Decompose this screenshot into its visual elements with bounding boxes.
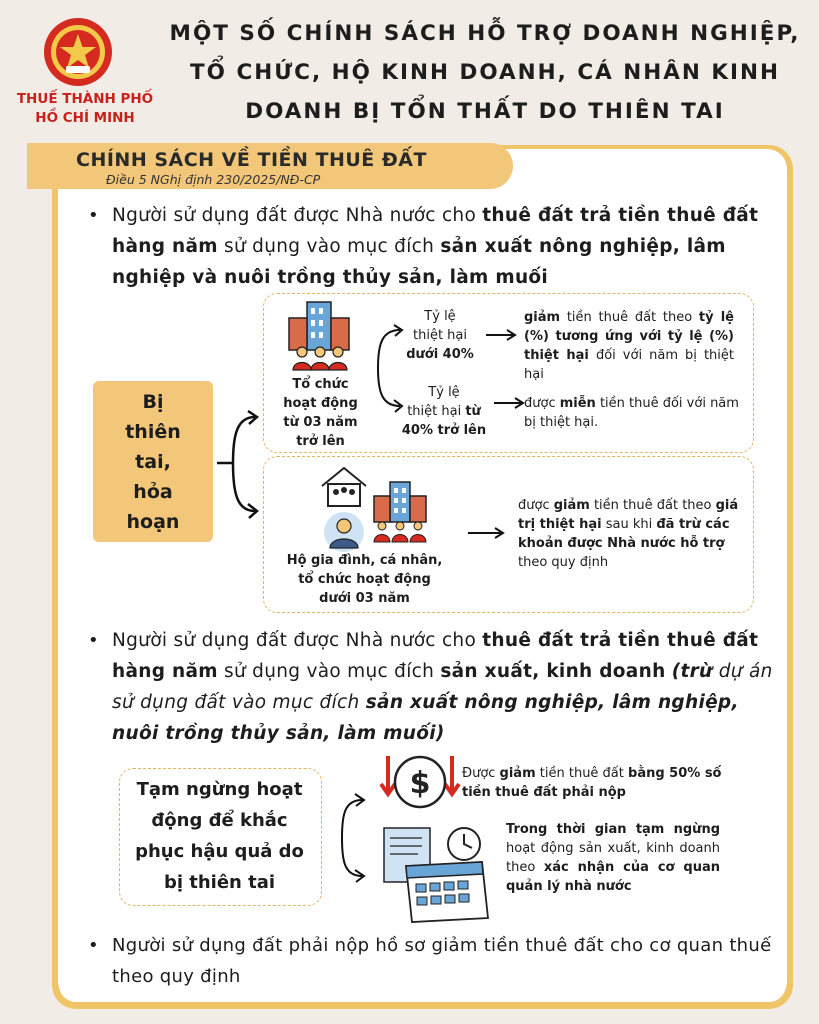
page-title: MỘT SỐ CHÍNH SÁCH HỖ TRỢ DOANH NGHIỆP, TỔ CHỨC, HỘ KINH DOANH, CÁ NHÂN KINH DOANH BỊ TỔN THẤT DO THIÊN TAI: [169, 21, 801, 124]
result-exempt: được miễn tiền thuê đối với năm bị thiệt hại.: [524, 396, 739, 430]
organization-name: THUẾ THÀNH PHỐ HỒ CHÍ MINH: [16, 91, 154, 126]
bullet-paragraph-3: • Người sử dụng đất phải nộp hồ sơ giảm tiền thuê đất cho cơ quan thuế theo quy định: [112, 930, 777, 992]
section-title: CHÍNH SÁCH VỀ TIỀN THUÊ ĐẤT: [76, 149, 427, 171]
suspend-result-reduce-50: Được giảm tiền thuê đất bằng 50% số tiền thuê đất phải nộp: [462, 766, 722, 800]
arrow-right-icon: [492, 396, 526, 410]
suspend-result-period: Trong thời gian tạm ngừng hoạt động sản xuất, kinh doanh theo xác nhận của cơ quan quản lý nhà nước: [506, 822, 720, 894]
household-person-icon: [318, 462, 438, 554]
tax-emblem-logo: [42, 16, 114, 88]
branch-arrows: [215, 405, 265, 525]
result-reduce-by-ratio: giảm tiền thuê đất theo tỷ lệ (%) tương ứng với tỷ lệ (%) thiệt hại đối với năm bị thiệt hại: [524, 310, 735, 382]
suspend-branch-arrows: [324, 790, 370, 886]
bullet-paragraph-2: • Người sử dụng đất được Nhà nước cho thuê đất trả tiền thuê đất hàng năm sử dụng vào mục đích sản xuất, kinh doanh (trừ dự án sử dụng đất vào mục đích sản xuất nông nghiệp, lâm nghiệp, nuôi trồng thủy sản, làm muối): [112, 625, 777, 749]
calendar-clock-icon: [378, 822, 496, 926]
organization-label: Tổ chức hoạt động từ 03 năm trở lên: [283, 377, 358, 449]
arrow-right-icon: [484, 328, 518, 342]
household-label: Hộ gia đình, cá nhân, tổ chức hoạt động dưới 03 năm: [286, 553, 443, 606]
case-40-plus: Tỷ lệ thiệt hại từ 40% trở lên: [401, 385, 487, 438]
section-legal-basis: Điều 5 NGhị định 230/2025/NĐ-CP: [106, 172, 321, 187]
bullet-dot: •: [88, 630, 99, 651]
suspend-operation-label: Tạm ngừng hoạt động để khắc phục hậu quả do bị thiên tai: [135, 779, 304, 893]
bullet-dot: •: [88, 205, 99, 226]
bullet-dot: •: [88, 935, 99, 956]
bullet-paragraph-1: • Người sử dụng đất được Nhà nước cho thuê đất trả tiền thuê đất hàng năm sử dụng vào mục đích sản xuất nông nghiệp, lâm nghiệp và nuôi trồng thủy sản, làm muối: [112, 200, 777, 293]
dollar-decrease-icon: [378, 752, 462, 812]
svg-text:$: $: [409, 766, 431, 801]
household-result: được giảm tiền thuê đất theo giá trị thiệt hại sau khi đã trừ các khoản được Nhà nước hỗ trợ theo quy định: [518, 498, 739, 570]
disaster-label: Bị thiên tai, hỏa hoạn: [125, 391, 181, 533]
organization-building-icon: [285, 300, 355, 372]
arrow-right-icon: [466, 526, 506, 540]
case-under-40: Tỷ lệ thiệt hại dưới 40%: [406, 309, 474, 362]
